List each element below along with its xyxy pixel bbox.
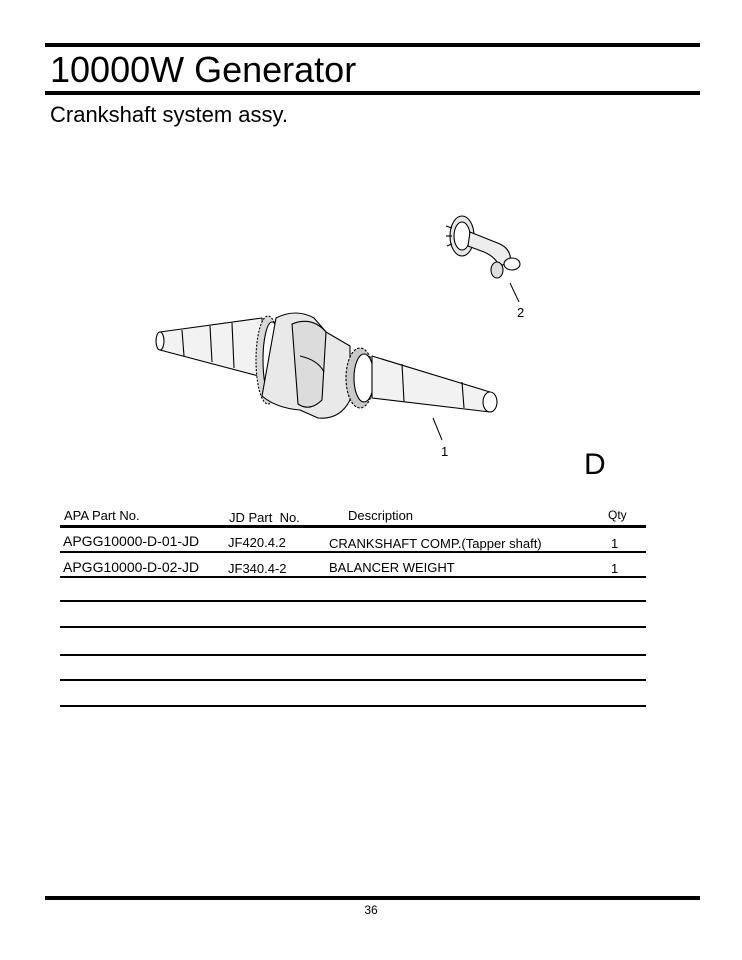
empty-row-rule bbox=[60, 679, 646, 681]
leader-line-1 bbox=[433, 418, 442, 440]
header-rule bbox=[60, 525, 646, 528]
footer-rule bbox=[45, 896, 700, 900]
empty-row-rule bbox=[60, 600, 646, 602]
column-header-qty: Qty bbox=[608, 508, 627, 522]
description: BALANCER WEIGHT bbox=[329, 560, 455, 575]
section-letter: D bbox=[584, 448, 606, 481]
jd-part-no: JF340.4-2 bbox=[228, 561, 287, 576]
row-rule bbox=[60, 576, 646, 578]
crankshaft-exploded-diagram bbox=[140, 200, 540, 470]
column-header-jd: JD Part No. bbox=[229, 510, 300, 525]
apa-part-no: APGG10000-D-01-JD bbox=[63, 533, 200, 549]
empty-row-rule bbox=[60, 626, 646, 628]
page-number: 36 bbox=[364, 903, 378, 917]
jd-part-no: JF420.4.2 bbox=[228, 535, 286, 550]
description: CRANKSHAFT COMP.(Tapper shaft) bbox=[329, 536, 542, 551]
column-header-apa: APA Part No. bbox=[64, 508, 140, 523]
empty-row-rule bbox=[60, 705, 646, 707]
title-underline bbox=[45, 91, 700, 95]
empty-row-rule bbox=[60, 654, 646, 656]
apa-part-no: APGG10000-D-02-JD bbox=[63, 559, 200, 575]
callout-2: 2 bbox=[517, 305, 525, 320]
crankshaft-part bbox=[156, 313, 497, 418]
qty: 1 bbox=[611, 561, 619, 576]
leader-line-2 bbox=[510, 283, 519, 302]
column-header-description: Description bbox=[348, 508, 414, 523]
callout-1: 1 bbox=[441, 444, 449, 459]
balancer-weight-part bbox=[446, 216, 520, 278]
qty: 1 bbox=[611, 536, 619, 551]
row-rule bbox=[60, 551, 646, 553]
top-rule bbox=[45, 43, 700, 47]
section-subtitle: Crankshaft system assy. bbox=[50, 102, 288, 127]
page-title: 10000W Generator bbox=[50, 49, 357, 90]
